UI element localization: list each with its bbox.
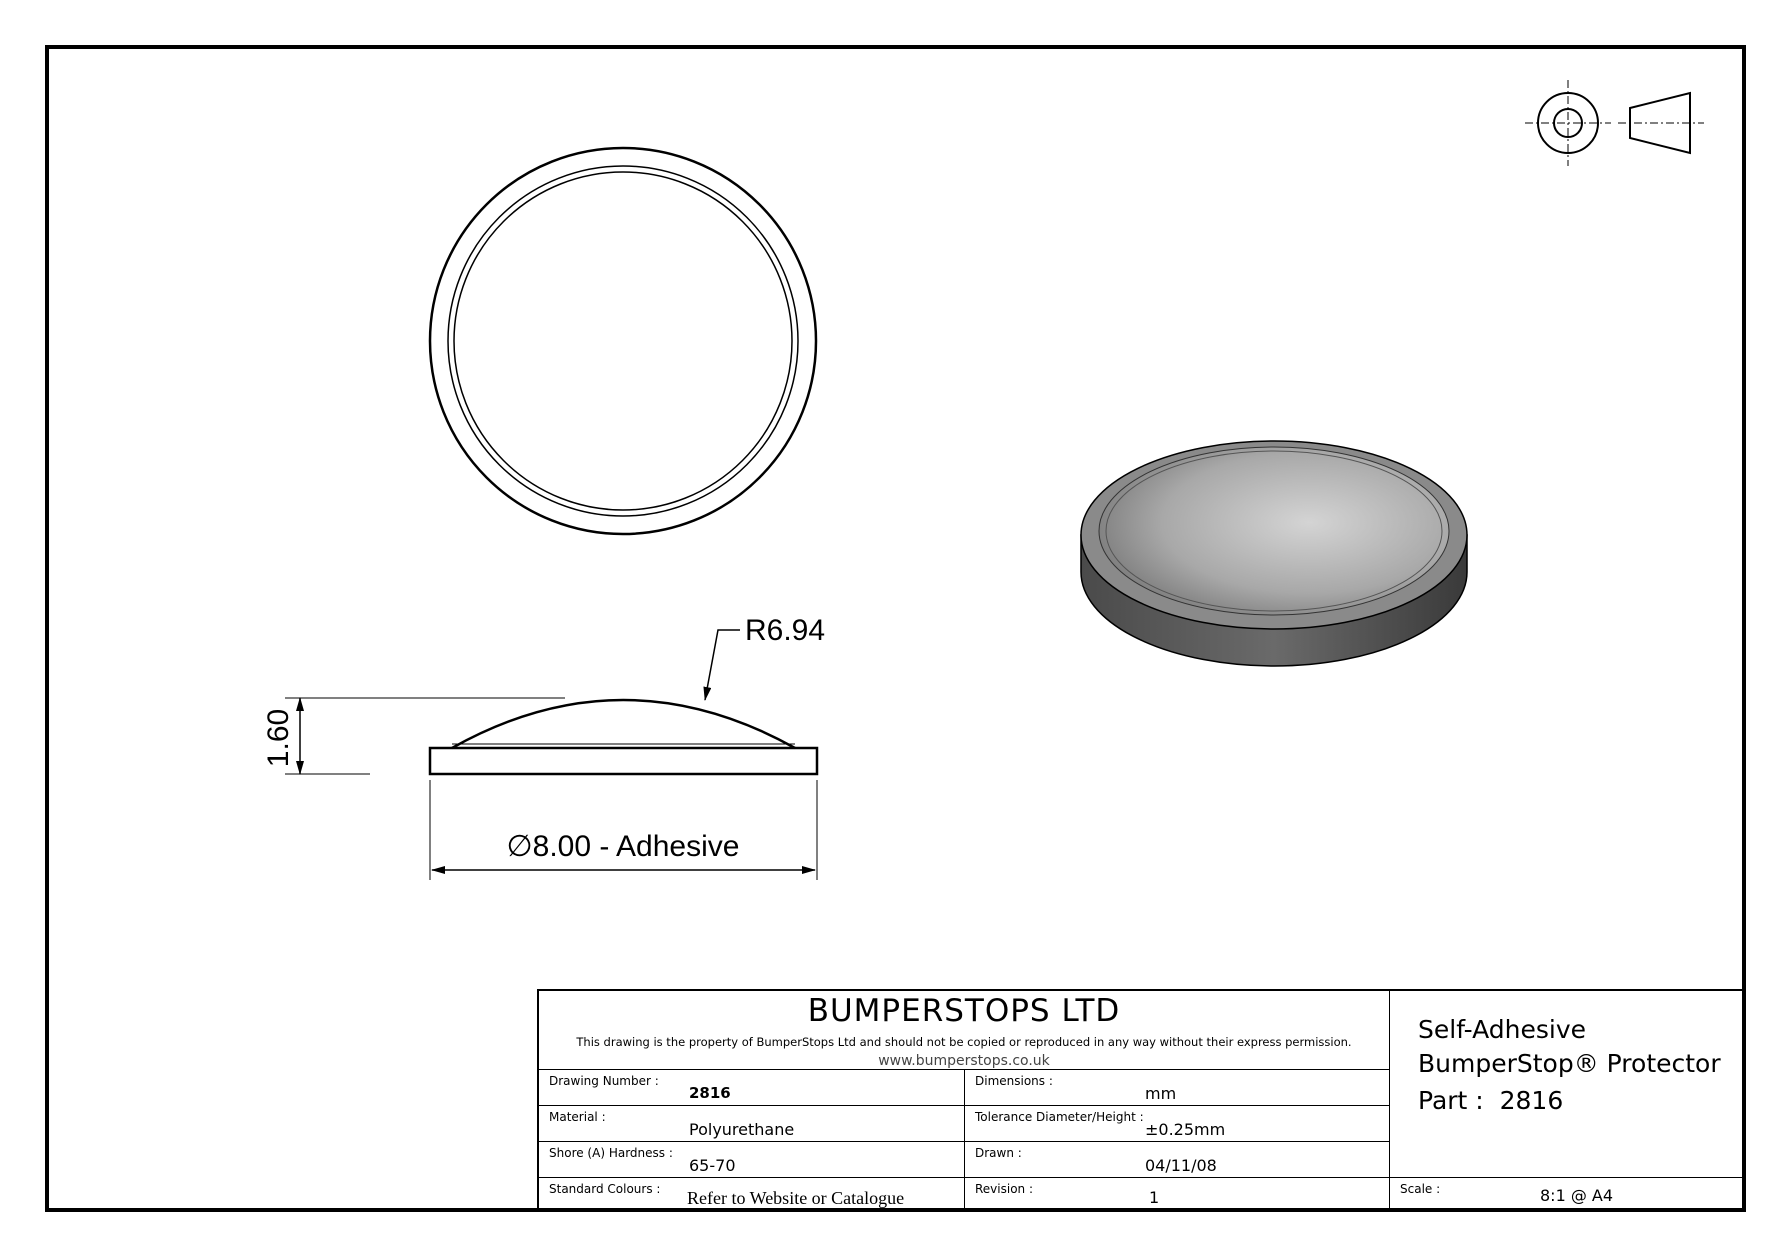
title-line-2: BumperStop® Protector: [1418, 1049, 1721, 1078]
colours-cell: [539, 1177, 964, 1210]
website-link[interactable]: www.bumperstops.co.uk: [878, 1053, 1050, 1069]
hardness-value: 65-70: [689, 1156, 736, 1175]
drawn-value: 04/11/08: [1145, 1156, 1217, 1175]
colours-label: Standard Colours :: [549, 1182, 661, 1196]
colours-value: Refer to Website or Catalogue: [687, 1188, 905, 1208]
drawing-number-value: 2816: [689, 1084, 731, 1102]
material-cell: [539, 1105, 964, 1141]
isometric-view: [1081, 441, 1467, 666]
hardness-cell: [539, 1141, 964, 1177]
revision-value: 1: [1149, 1188, 1160, 1207]
drawing-number-label: Drawing Number :: [549, 1074, 659, 1088]
title-block: [537, 989, 1744, 1210]
drawn-cell: [964, 1141, 1389, 1177]
radius-label: R6.94: [745, 614, 826, 647]
revision-cell: [964, 1177, 1389, 1210]
hardness-label: Shore (A) Hardness :: [549, 1146, 673, 1160]
height-label: 1.60: [262, 708, 295, 768]
title-line-1: Self-Adhesive: [1418, 1015, 1587, 1044]
scale-cell: [1389, 1177, 1744, 1210]
revision-label: Revision :: [975, 1182, 1034, 1196]
dimensions-value: mm: [1145, 1084, 1177, 1103]
dimensions-cell: [964, 1069, 1389, 1105]
company-name: BUMPERSTOPS LTD: [807, 993, 1121, 1029]
top-view: [430, 148, 816, 534]
scale-label: Scale :: [1400, 1182, 1441, 1196]
material-value: Polyurethane: [689, 1120, 795, 1139]
radius-leader-line: [705, 630, 740, 700]
scale-value: 8:1 @ A4: [1540, 1186, 1614, 1205]
tolerance-cell: [964, 1105, 1389, 1141]
dimensions-label: Dimensions :: [975, 1074, 1053, 1088]
drawn-label: Drawn :: [975, 1146, 1022, 1160]
third-angle-projection-icon: [1525, 80, 1704, 166]
part-title-cell: [1389, 991, 1744, 1177]
title-line-3: Part : 2816: [1418, 1086, 1564, 1115]
diameter-label: ∅8.00 - Adhesive: [506, 830, 740, 863]
copyright-notice: This drawing is the property of BumperStops Ltd and should not be copied or reproduced in any way without their express permission.: [576, 1035, 1352, 1049]
tolerance-label: Tolerance Diameter/Height :: [975, 1110, 1144, 1124]
drawing-number-cell: [539, 1069, 964, 1105]
material-label: Material :: [549, 1110, 606, 1124]
tolerance-value: ±0.25mm: [1145, 1120, 1226, 1139]
